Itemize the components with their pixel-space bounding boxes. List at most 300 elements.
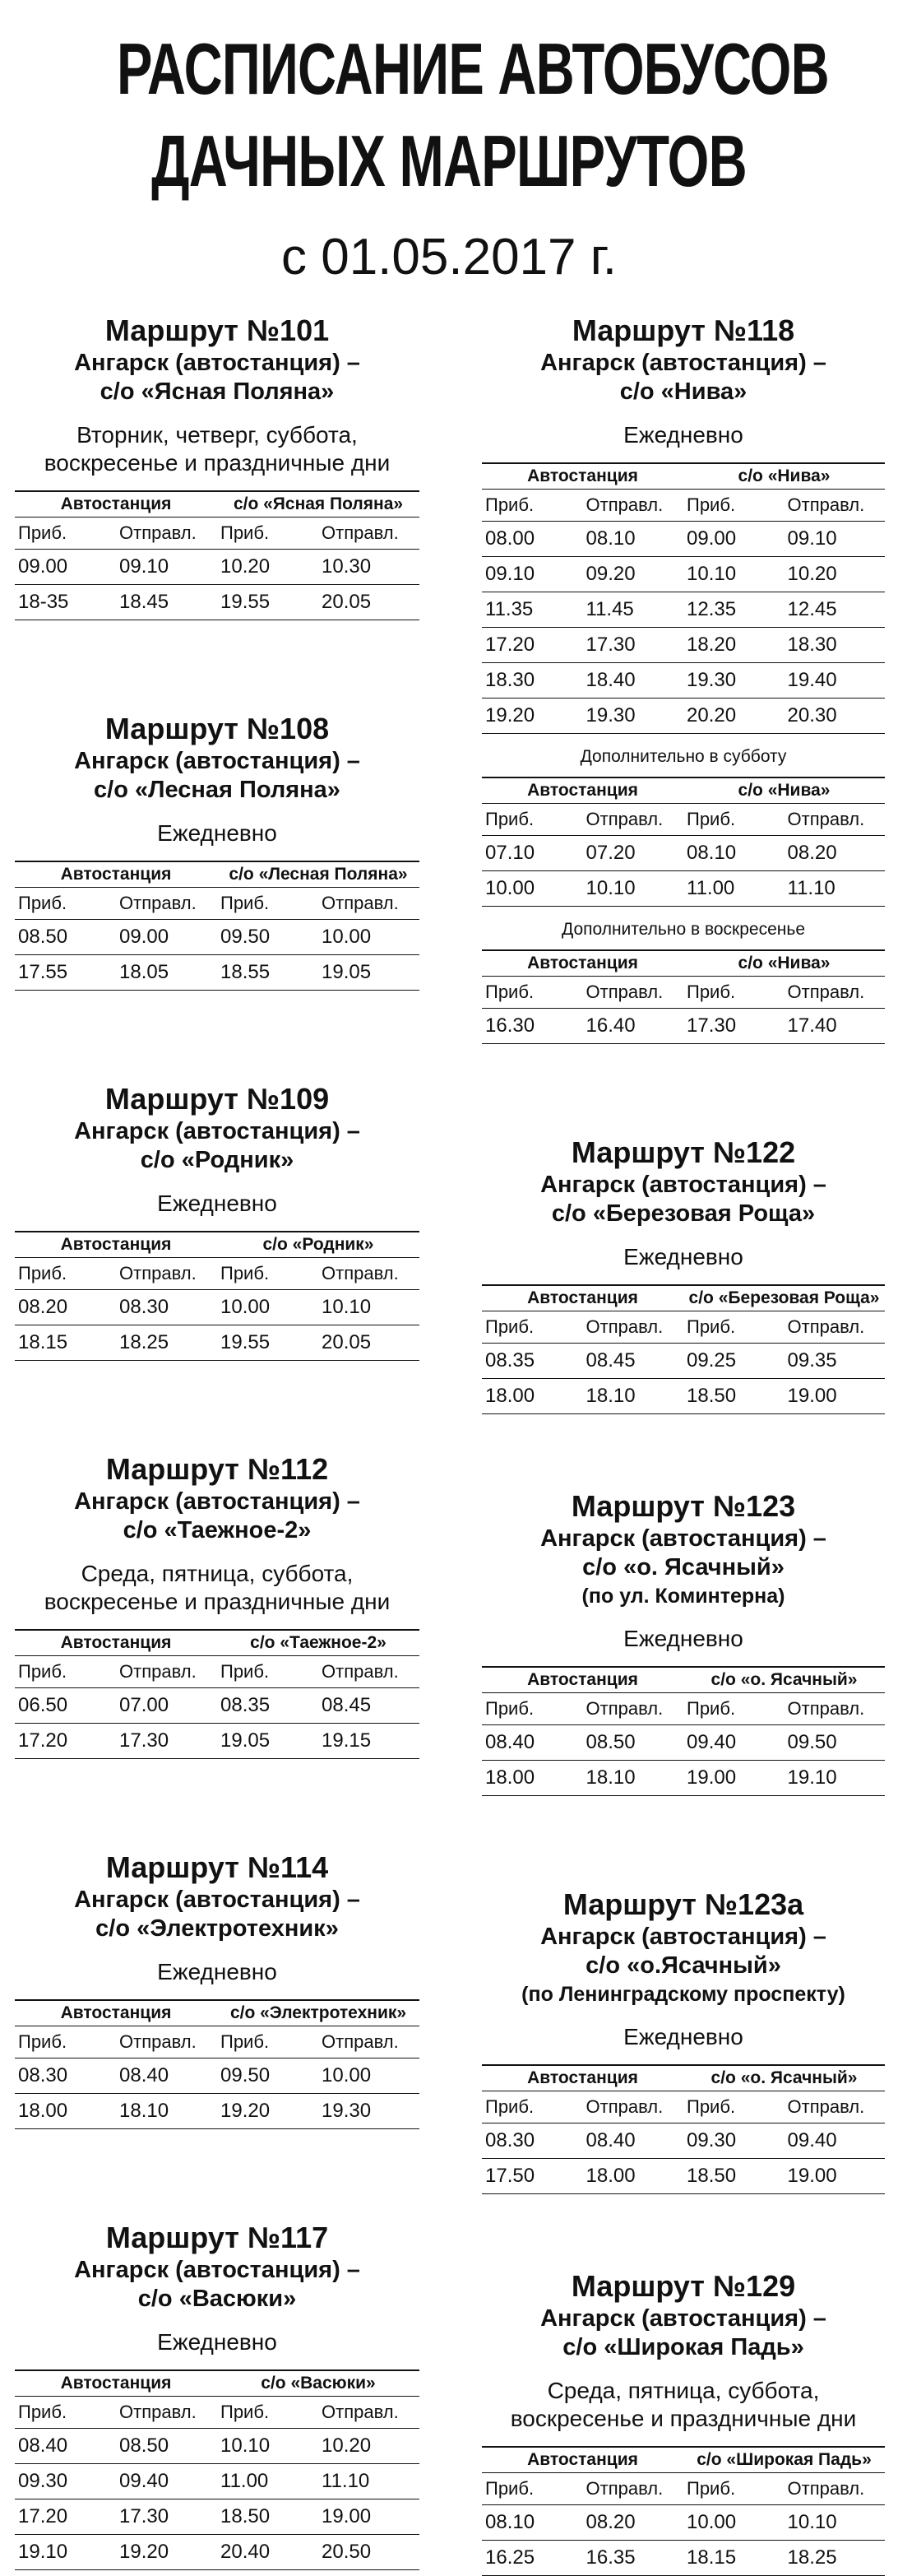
table-header [482,1286,885,1311]
subheader-cell: Приб. [220,2031,270,2052]
route-destination: с/о «Электротехник» [95,1915,339,1942]
time-cell: 11.00 [220,2470,269,2492]
time-cell: 17.20 [18,1729,68,1752]
subheader-cell: Отправл. [586,982,664,1002]
time-cell: 19.55 [220,1331,271,1353]
route-heading [15,1451,419,1616]
extra-days-note: Дополнительно в воскресенье [561,920,805,939]
route-heading [15,313,419,477]
subheader-cell: Приб. [220,1263,270,1283]
extra-days-note: Дополнительно в субботу [580,747,787,766]
extra-schedule-table [482,949,885,1044]
subheader-row [15,887,419,919]
subheader-cell: Отправл. [787,2096,865,2117]
route-heading [15,2220,419,2356]
table-row [15,2058,419,2093]
time-cell: 18.25 [787,2546,837,2569]
subheader-cell: Отправл. [787,1698,865,1719]
time-cell: 12.45 [787,598,837,620]
route-destination: с/о «Нива» [619,378,748,405]
table-header [482,464,885,489]
subheader-cell: Отправл. [119,1263,197,1283]
route-destination: с/о «Родник» [140,1147,294,1173]
time-cell: 10.10 [220,2434,271,2457]
route-origin: Ангарск (автостанция) – [74,350,360,376]
time-cell: 09.10 [787,527,837,550]
route-destination: с/о «о. Ясачный» [582,1554,785,1580]
time-cell: 18.00 [18,2100,68,2122]
time-cell: 10.20 [220,555,271,578]
time-cell: 20.05 [322,591,372,613]
time-cell: 08.50 [18,926,68,948]
time-cell: 08.10 [586,527,636,550]
table-row [15,1289,419,1325]
route-days: Вторник, четверг, суббота, воскресенье и праздничные дни [44,422,391,476]
subheader-cell: Приб. [485,982,535,1002]
time-cell: 16.25 [485,2546,535,2569]
route-origin: Ангарск (автостанция) – [540,2305,826,2332]
route-number: Маршрут №122 [571,1135,796,1169]
time-cell: 09.25 [687,1349,737,1372]
time-cell: 07.00 [119,1694,169,1716]
table-row [15,549,419,584]
time-cell: 09.30 [18,2470,68,2492]
time-cell: 16.40 [586,1014,636,1037]
route-number: Маршрут №123а [562,1887,804,1921]
route-days: Ежедневно [623,1626,743,1651]
time-cell: 10.00 [485,877,535,899]
time-cell: 09.30 [687,2129,737,2151]
subheader-cell: Приб. [687,2096,736,2117]
subheader-cell: Приб. [18,2402,67,2422]
time-cell: 08.40 [586,2129,636,2151]
time-cell: 16.35 [586,2546,636,2569]
header-station: Автостанция [60,494,172,513]
table-row [482,1378,885,1414]
time-cell: 10.00 [322,926,372,948]
time-cell: 19.20 [485,704,535,726]
subheader-cell: Приб. [18,1263,67,1283]
table-row [482,662,885,698]
route-number: Маршрут №129 [571,2269,796,2303]
subheader-cell: Приб. [687,2478,736,2499]
time-cell: 12.35 [687,598,737,620]
header-destination: с/о «Таежное-2» [250,1633,387,1652]
route-origin: Ангарск (автостанция) – [74,1488,360,1515]
time-cell: 11.45 [586,598,634,620]
subheader-cell: Приб. [18,1661,67,1682]
table-row [482,1760,885,1796]
schedule-table [15,2369,419,2570]
subheader-cell: Приб. [18,2031,67,2052]
time-cell: 08.20 [787,842,837,864]
subheader-cell: Отправл. [322,522,399,543]
route-heading [482,1488,885,1653]
subheader-cell: Отправл. [322,1263,399,1283]
route-days: Ежедневно [623,2024,743,2049]
header-destination: с/о «Ясная Поляна» [233,494,404,513]
header-station: Автостанция [527,1288,638,1307]
extra-schedule-table [482,777,885,907]
time-cell: 20.50 [322,2541,372,2563]
subheader-cell: Отправл. [586,1316,664,1337]
schedule-table [15,1629,419,1759]
route-heading [15,1850,419,1986]
table-row [15,584,419,620]
table-row [15,2499,419,2534]
time-cell: 11.10 [322,2470,370,2492]
route-destination: с/о «Широкая Падь» [562,2334,804,2360]
time-cell: 08.35 [485,1349,535,1372]
subheader-cell: Приб. [687,1698,736,1719]
time-cell: 19.30 [322,2100,372,2122]
route-number: Маршрут №123 [571,1489,796,1523]
time-cell: 19.10 [787,1766,837,1789]
route-origin: Ангарск (автостанция) – [540,1172,826,1198]
time-cell: 18.45 [119,591,169,613]
header-station: Автостанция [60,1235,172,1254]
table-row [482,1008,885,1044]
header-station: Автостанция [60,2374,172,2393]
route-days: Ежедневно [623,1244,743,1269]
route-origin: Ангарск (автостанция) – [74,2257,360,2283]
header-station: Автостанция [60,1633,172,1652]
header-station: Автостанция [527,2068,638,2087]
time-cell: 08.45 [586,1349,636,1372]
route-days: Ежедневно [157,1191,277,1216]
time-cell: 10.00 [322,2064,372,2086]
schedule-table [15,861,419,991]
table-row [15,2463,419,2499]
time-cell: 17.20 [485,634,535,656]
time-cell: 08.40 [18,2434,68,2457]
time-cell: 18.50 [687,1385,737,1407]
route-block [15,2220,419,2570]
time-cell: 08.20 [586,2511,636,2533]
route-heading [482,2268,885,2433]
time-cell: 19.05 [322,961,372,983]
table-row [482,835,885,870]
route-number: Маршрут №101 [104,313,330,347]
table-row [482,627,885,662]
right-column [482,313,885,2576]
subheader-row [482,2091,885,2123]
subheader-cell: Отправл. [322,1661,399,1682]
header-destination: с/о «Нива» [738,954,831,972]
time-cell: 09.40 [687,1731,737,1753]
header-station: Автостанция [527,466,638,485]
left-column [15,313,419,2570]
subheader-cell: Отправл. [119,1661,197,1682]
table-row [482,2158,885,2194]
subheader-cell: Отправл. [787,494,865,515]
header-destination: с/о «о. Ясачный» [711,2068,858,2087]
table-row [482,1343,885,1378]
route-block [15,313,419,620]
header-destination: с/о «Березовая Роща» [688,1288,880,1307]
time-cell: 18.55 [220,961,271,983]
table-row [482,698,885,734]
schedule-table [482,1666,885,1796]
time-cell: 07.20 [586,842,636,864]
time-cell: 20.40 [220,2541,271,2563]
page-title-line1: РАСПИСАНИЕ АВТОБУСОВ [116,28,829,109]
time-cell: 10.10 [787,2511,837,2533]
route-destination: с/о «Таежное-2» [123,1517,312,1543]
time-cell: 10.20 [322,2434,372,2457]
subheader-cell: Отправл. [119,2402,197,2422]
table-header [15,862,419,887]
table-row [482,556,885,592]
subheader-cell: Приб. [220,2402,270,2422]
route-origin: Ангарск (автостанция) – [74,1887,360,1913]
schedule-table [15,1999,419,2129]
time-cell: 08.35 [220,1694,271,1716]
table-header [15,492,419,517]
route-block [482,1887,885,2194]
time-cell: 18.05 [119,961,169,983]
time-cell: 18.30 [485,669,535,691]
route-days: Ежедневно [157,1959,277,1984]
table-row [15,1687,419,1723]
time-cell: 19.20 [119,2541,169,2563]
table-header [15,2001,419,2026]
time-cell: 18.20 [687,634,737,656]
time-cell: 11.10 [787,877,836,899]
time-cell: 18.10 [586,1766,636,1789]
subheader-cell: Приб. [485,1316,535,1337]
route-block [482,1135,885,1414]
route-via-note: (по Ленинградскому проспекту) [521,1983,845,2006]
time-cell: 10.10 [586,877,636,899]
time-cell: 06.50 [18,1694,68,1716]
table-row [482,521,885,556]
time-cell: 18.00 [485,1766,535,1789]
time-cell: 18.50 [220,2505,271,2527]
table-row [482,2123,885,2158]
time-cell: 09.10 [485,563,535,585]
time-cell: 08.30 [18,2064,68,2086]
header-station: Автостанция [527,1670,638,1689]
route-number: Маршрут №109 [104,1082,330,1116]
subheader-cell: Приб. [687,982,736,1002]
time-cell: 19.00 [787,2165,837,2187]
schedule-table [15,1231,419,1361]
schedule-table [482,1284,885,1414]
time-cell: 08.10 [485,2511,535,2533]
route-number: Маршрут №118 [572,313,795,347]
time-cell: 10.10 [687,563,737,585]
schedule-table [482,462,885,734]
table-header [482,2448,885,2472]
route-days: Ежедневно [157,820,277,846]
header-station: Автостанция [527,954,638,972]
time-cell: 09.00 [119,926,169,948]
time-cell: 17.20 [18,2505,68,2527]
route-origin: Ангарск (автостанция) – [540,350,826,376]
table-row [15,919,419,954]
table-row [482,592,885,627]
time-cell: 18.00 [485,1385,535,1407]
subheader-cell: Отправл. [119,893,197,913]
subheader-cell: Приб. [485,2096,535,2117]
subheader-cell: Приб. [485,1698,535,1719]
time-cell: 09.10 [119,555,169,578]
time-cell: 17.30 [119,2505,169,2527]
time-cell: 17.40 [787,1014,837,1037]
subheader-cell: Приб. [687,1316,736,1337]
time-cell: 08.50 [586,1731,636,1753]
route-destination: с/о «Лесная Поляна» [94,777,340,803]
table-header [15,2371,419,2396]
subheader-row [15,1257,419,1289]
subheader-cell: Приб. [485,494,535,515]
route-destination: с/о «Васюки» [137,2286,297,2312]
route-block [482,2268,885,2576]
subheader-cell: Приб. [18,893,67,913]
subheader-cell: Отправл. [787,1316,865,1337]
table-row [15,2534,419,2570]
header-destination: с/о «Лесная Поляна» [229,865,408,884]
route-days: Ежедневно [157,2329,277,2355]
route-number: Маршрут №108 [104,712,330,745]
subheader-cell: Отправл. [586,494,664,515]
time-cell: 09.00 [687,527,737,550]
time-cell: 08.40 [119,2064,169,2086]
subheader-row [482,803,885,835]
subheader-cell: Отправл. [119,522,197,543]
table-header [482,951,885,976]
subheader-cell: Отправл. [586,1698,664,1719]
time-cell: 08.40 [485,1731,535,1753]
route-destination: с/о «Ясная Поляна» [100,378,335,405]
route-origin: Ангарск (автостанция) – [540,1924,826,1950]
table-row [482,1724,885,1760]
time-cell: 11.00 [687,877,735,899]
table-header [482,1668,885,1692]
subheader-cell: Приб. [18,522,67,543]
time-cell: 10.00 [687,2511,737,2533]
table-row [15,1723,419,1759]
subheader-cell: Приб. [687,494,736,515]
time-cell: 07.10 [485,842,535,864]
header-station: Автостанция [527,2450,638,2469]
route-heading [15,711,419,847]
route-origin: Ангарск (автостанция) – [74,748,360,774]
time-cell: 18.15 [18,1331,68,1353]
time-cell: 18.10 [119,2100,169,2122]
time-cell: 17.30 [687,1014,737,1037]
time-cell: 19.20 [220,2100,271,2122]
time-cell: 18.40 [586,669,636,691]
route-number: Маршрут №117 [105,2221,329,2254]
page-title-line2: ДАЧНЫХ МАРШРУТОВ [151,120,747,202]
effective-date: с 01.05.2017 г. [280,229,618,285]
subheader-row [482,2472,885,2504]
time-cell: 11.35 [485,598,534,620]
subheader-cell: Отправл. [787,982,865,1002]
subheader-cell: Отправл. [586,809,664,829]
route-number: Маршрут №112 [105,1452,329,1486]
subheader-cell: Приб. [485,809,535,829]
subheader-row [482,1692,885,1724]
time-cell: 08.00 [485,527,535,550]
time-cell: 19.05 [220,1729,271,1752]
time-cell: 17.30 [119,1729,169,1752]
subheader-cell: Приб. [485,2478,535,2499]
route-block [482,313,885,1044]
time-cell: 18.10 [586,1385,636,1407]
route-heading [482,313,885,449]
table-row [15,2093,419,2129]
time-cell: 10.20 [787,563,837,585]
subheader-cell: Приб. [220,893,270,913]
route-block [15,711,419,991]
route-via-note: (по ул. Коминтерна) [581,1585,785,1608]
time-cell: 19.30 [586,704,636,726]
time-cell: 20.05 [322,1331,372,1353]
subheader-cell: Приб. [220,1661,270,1682]
time-cell: 08.10 [687,842,737,864]
route-destination: с/о «о.Ясачный» [586,1952,781,1979]
time-cell: 10.00 [220,1296,271,1318]
route-heading [482,1135,885,1271]
table-row [15,1325,419,1361]
time-cell: 16.30 [485,1014,535,1037]
route-destination: с/о «Березовая Роща» [551,1200,816,1227]
time-cell: 19.40 [787,669,837,691]
table-row [482,2540,885,2576]
time-cell: 18.30 [787,634,837,656]
subheader-row [482,976,885,1008]
table-row [482,870,885,907]
route-days: Среда, пятница, суббота, воскресенье и праздничные дни [44,1561,391,1614]
time-cell: 17.30 [586,634,636,656]
subheader-cell: Отправл. [119,2031,197,2052]
subheader-row [15,517,419,549]
time-cell: 19.00 [322,2505,372,2527]
table-header [482,2066,885,2091]
time-cell: 18.25 [119,1331,169,1353]
time-cell: 17.55 [18,961,68,983]
time-cell: 08.45 [322,1694,372,1716]
time-cell: 19.15 [322,1729,372,1752]
time-cell: 19.10 [18,2541,68,2563]
header-destination: с/о «Васюки» [261,2374,376,2393]
route-heading [15,1081,419,1218]
route-block [15,1081,419,1361]
time-cell: 17.50 [485,2165,535,2187]
time-cell: 19.55 [220,591,271,613]
time-cell: 18.00 [586,2165,636,2187]
table-header [482,778,885,803]
route-origin: Ангарск (автостанция) – [540,1525,826,1552]
subheader-cell: Отправл. [787,2478,865,2499]
route-days: Среда, пятница, суббота, воскресенье и праздничные дни [510,2378,857,2431]
subheader-row [482,489,885,521]
time-cell: 08.30 [485,2129,535,2151]
time-cell: 18-35 [18,591,69,613]
route-number: Маршрут №114 [105,1850,329,1884]
route-origin: Ангарск (автостанция) – [74,1118,360,1144]
time-cell: 09.50 [220,926,271,948]
route-heading [482,1887,885,2051]
subheader-row [15,1655,419,1687]
subheader-cell: Отправл. [586,2096,664,2117]
time-cell: 09.50 [220,2064,271,2086]
time-cell: 09.40 [119,2470,169,2492]
table-row [482,2504,885,2540]
